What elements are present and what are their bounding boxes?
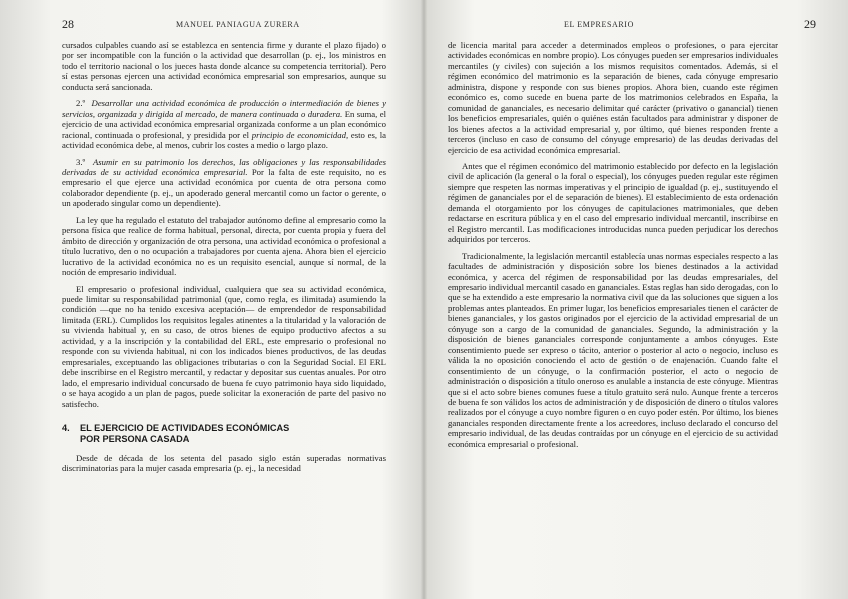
paragraph: cursados culpables cuando así se establezca en sentencia firme y durante el plazo fijado) o por ser incompatible con la función o la actividad que desarrollan (p. ej., los ministros en todo el territorio nacional o los jueces hasta donde alcance su competencia territorial). Pero sí estas personas ejercen una actividad económica empresarial son empresarios, aunque su conducta será sancionada. — [62, 40, 386, 92]
page-body — [62, 40, 386, 480]
right-page — [424, 0, 848, 599]
running-header: MANUEL PANIAGUA ZURERA — [176, 20, 300, 29]
requirement-number: 3.º — [76, 156, 86, 167]
requirement-text: Por la falta de este requisito, no es empresario el que ejerce una actividad económica por cuenta de otra persona como colaborador dependiente (p. ej., un apoderado general mercantil como un factor o gerente, o un apoderado singular como un dependiente). — [62, 166, 386, 209]
section-title-line: POR PERSONA CASADA — [80, 433, 190, 444]
page-number: 29 — [804, 17, 816, 31]
requirement-text: esto es, la actividad económica debe, al menos, cubrir los costes a medio o largo plazo. — [62, 129, 386, 151]
running-header: EL EMPRESARIO — [564, 20, 634, 29]
requirement-number: 2.º — [76, 98, 86, 109]
paragraph: Tradicionalmente, la legislación mercantil establecía unas normas especiales respecto a las facultades de administración y disposición sobre los bienes destinados a la actividad económica, y acerca del régimen de responsabilidad por las deudas empresariales, del empresario individual mercantil casado en gananciales. Estas reglas han sido derogadas, con lo que se ha extendido a este empresario la normativa civil que da las soluciones que siguen a los problemas antes planteados. En primer lugar, los beneficios empresariales tienen el carácter de bienes gananciales, y los gastos originados por el ejercicio de la actividad empresarial de un cónyuge son a cargo de la comunidad de gananciales. Segundo, la administración y la disposición de bienes gananciales corresponde conjuntamente a ambos cónyuges. Este consentimiento puede ser expreso o tácito, anterior o posterior al acto o negocio, incluso es válida la no oposición conociendo el acto de gestión o de enajenación. Cuando falte el consentimiento de un cónyuge, o la confirmación posterior, el acto o negocio de administración o disposición a título oneroso es anulable a instancia de este cónyuge. Mientras que si el acto sobre bienes comunes fuese a título gratuito será nulo. Aunque frente a terceros de buena fe son válidos los actos de administración y de disposición de dinero o títulos valores realizados por el cónyuge a cuyo nombre figuren o en cuyo poder estén. Por último, los bienes gananciales responden directamente frente a los acreedores, incluso declarado el concurso del empresario individual, de las deudas contraídas por un cónyuge en el ejercicio de su actividad económica empresarial o profesional. — [448, 250, 779, 449]
paragraph: de licencia marital para acceder a determinados empleos o profesiones, o para ejercitar actividades económicas en nombre propio). Los cónyuges pueden ser empresarios individuales mercantiles (y civiles) con sujeción a los mismos requisitos comentados. Además, si el régimen económico del matrimonio es la separación de bienes, cada cónyuge empresario administra, dispone y responde con sus bienes propios. Ahora bien, cuando este régimen económico es, como sucede en buena parte de los matrimonios celebrados en España, la comunidad de gananciales, es necesario delimitar qué carácter (privativo o ganancial) tienen los beneficios empresariales, quién o quiénes están facultados para administrar y disponer de los bienes afectos a la actividad empresarial y, por último, qué bienes responden frente a terceros (incluso en caso de consumo del cónyuge empresario) de las deudas derivadas del ejercicio de esa actividad económica empresarial. — [448, 40, 778, 155]
requirement-emphasis: principio de economicidad, — [251, 129, 349, 140]
page-number: 28 — [62, 17, 74, 31]
paragraph: Desde de década de los setenta del pasado siglo están superadas normativas discriminatorias para la mujer casada empresaria (p. ej., la necesidad — [62, 452, 386, 474]
paragraph: El empresario o profesional individual, cualquiera que sea su actividad económica, puede limitar su responsabilidad patrimonial (que, como regla, es ilimitada) asumiendo la condición —que no ha tenido excesiva aceptación— de emprendedor de responsabilidad limitada (ERL). Cumplidos los requisitos legales atinentes a la titularidad y la valoración de su vivienda habitual y, en su caso, de otros bienes de equipo productivo afectos a su actividad, y a la inscripción y la contabilidad del ERL, este empresario o profesional no responde con su vivienda habitual, ni con los indicados bienes productivos, de las deudas empresariales, exceptuando las obligaciones tributarias o con la Seguridad Social. El ERL debe inscribirse en el Registro mercantil, y redactar y depositar sus cuentas anuales. Por otro lado, el empresario individual concursado de buena fe cuyo patrimonio haya sido liquidado, o se haya acogido a un plan de pagos, puede solicitar la exoneración de parte del pasivo no satisfecho. — [62, 283, 386, 409]
section-heading — [62, 423, 386, 445]
requirement-heading: Desarrollar una actividad económica de producción o intermediación de bienes y servicios, organizada y dirigida al mercado, de manera continuada o duradera. — [62, 98, 386, 119]
requirement-heading: Asumir en su patrimonio los derechos, las obligaciones y las responsabilidades derivadas de su actividad económica empresarial. — [62, 156, 387, 177]
requirement-paragraph — [62, 98, 386, 150]
page-body — [448, 40, 778, 455]
section-number: 4. — [62, 422, 70, 433]
paragraph: La ley que ha regulado el estatuto del trabajador autónomo define al empresario como la persona física que realice de forma habitual, personal, directa, por cuenta propia y fuera del ámbito de dirección y organización de otra persona, una actividad económica o profesional a título lucrativo, den o no ocupación a trabajadores por cuenta ajena. Ahora bien el ejercicio lucrativo de la actividad económica no es un requisito esencial, aunque sí normal, de la noción de empresario individual. — [62, 214, 386, 278]
paragraph: Antes que el régimen económico del matrimonio establecido por defecto en la legislación civil de aplicación (la general o la foral o especial), los cónyuges pueden regular este régimen siempre que respeten las normas imperativas y el principio de igualdad (p. ej., sustituyendo el régimen de gananciales por el de separación de bienes). El establecimiento de esta ordenación demanda el otorgamiento por los cónyuges de capitulaciones matrimoniales, que deben redactarse en escritura pública y en el caso del empresario individual mercantil, inscribirse en el Registro mercantil. Las modificaciones introducidas nunca pueden perjudicar los derechos adquiridos por terceros. — [448, 160, 778, 245]
requirement-text: En suma, el ejercicio de una actividad económica empresarial organizada conforme a un plan económico racional, continuada o profesional, y presidida por el — [62, 108, 387, 140]
requirement-paragraph — [62, 157, 386, 209]
section-title-line: EL EJERCICIO DE ACTIVIDADES ECONÓMICAS — [80, 422, 290, 433]
